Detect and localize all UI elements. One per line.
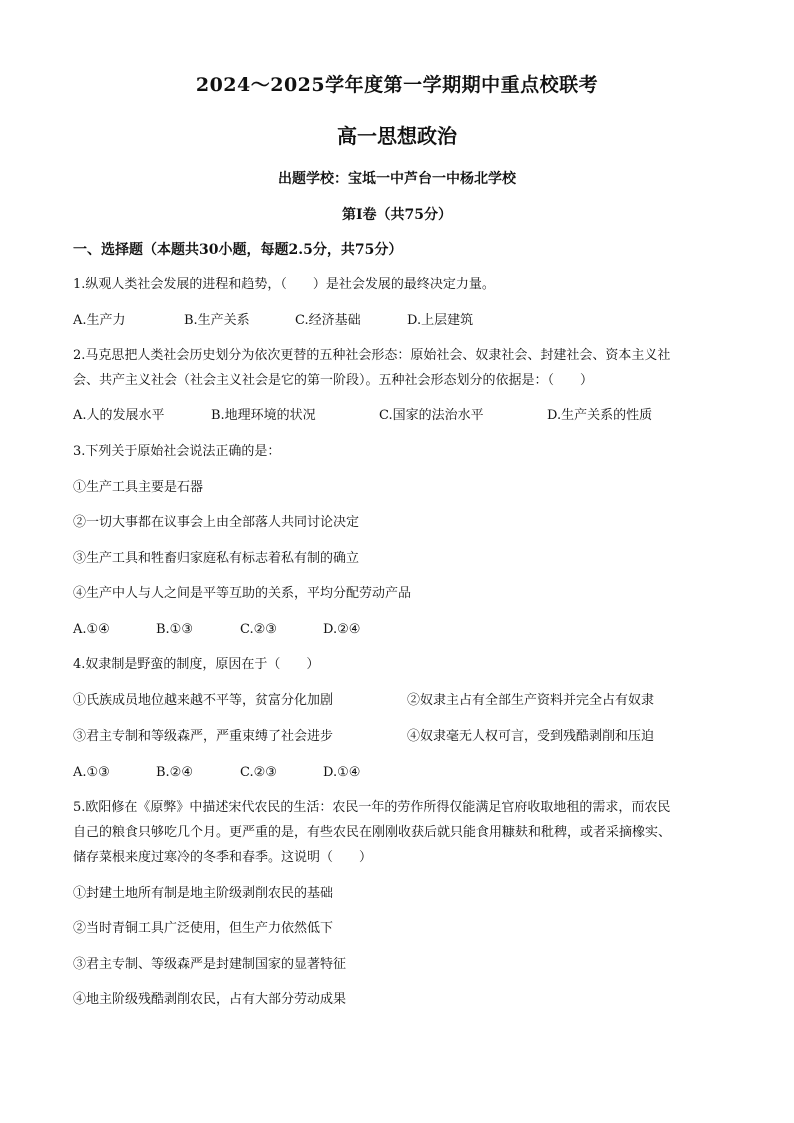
q4-statement-4: ④奴隶毫无人权可言，受到残酷剥削和压迫 (407, 729, 655, 744)
q3-statement-4: ④生产中人与人之间是平等互助的关系，平均分配劳动产品 (73, 586, 412, 601)
q4-option-b: B.②④ (156, 765, 193, 780)
q2-option-d: D.生产关系的性质 (547, 408, 653, 423)
q4-stem: 4.奴隶制是野蛮的制度，原因在于（ ） (73, 657, 320, 672)
q3-statement-3: ③生产工具和牲畜归家庭私有标志着私有制的确立 (73, 551, 360, 566)
q5-statement-1: ①封建土地所有制是地主阶级剥削农民的基础 (73, 886, 334, 901)
volume-heading: 第Ⅰ卷（共75分） (341, 207, 453, 223)
q1-option-b: B.生产关系 (184, 313, 250, 328)
q2-stem-line2: 会、共产主义社会（社会主义社会是它的第一阶段）。五种社会形态划分的依据是：（ ） (73, 373, 594, 388)
q5-stem-line1: 5.欧阳修在《原弊》中描述宋代农民的生活：农民一年的劳作所得仅能满足官府收取地租的需求，而农民 (73, 800, 671, 815)
q3-option-d: D.②④ (323, 622, 361, 637)
school-line: 出题学校：宝坻一中芦台一中杨北学校 (278, 171, 516, 187)
subject-title: 高一思想政治 (337, 124, 457, 148)
q1-stem: 1.纵观人类社会发展的进程和趋势，（ ）是社会发展的最终决定力量。 (73, 277, 495, 292)
q5-stem-line2: 自己的粮食只够吃几个月。更严重的是，有些农民在刚刚收获后就只能食用糠麸和秕稗，或者采摘橡实、 (73, 825, 672, 840)
q4-statement-3: ③君主专制和等级森严，严重束缚了社会进步 (73, 729, 334, 744)
q4-option-d: D.①④ (323, 765, 361, 780)
q2-option-c: C.国家的法治水平 (379, 408, 484, 423)
q2-option-b: B.地理环境的状况 (211, 408, 316, 423)
q1-option-c: C.经济基础 (295, 313, 361, 328)
q1-option-a: A.生产力 (73, 313, 126, 328)
exam-title: 2024～2025学年度第一学期期中重点校联考 (195, 74, 599, 96)
q5-statement-4: ④地主阶级残酷剥削农民，占有大部分劳动成果 (73, 992, 347, 1007)
q3-stem: 3.下列关于原始社会说法正确的是： (73, 444, 281, 459)
q4-option-c: C.②③ (240, 765, 277, 780)
section-heading: 一、选择题（本题共30小题，每题2.5分，共75分） (73, 242, 403, 258)
q2-stem-line1: 2.马克思把人类社会历史划分为依次更替的五种社会形态：原始社会、奴隶社会、封建社会、资本主义社 (73, 348, 671, 363)
q3-statement-2: ②一切大事都在议事会上由全部落人共同讨论决定 (73, 515, 360, 530)
q5-stem-line3: 储存菜根来度过寒冷的冬季和春季。这说明（ ） (73, 850, 373, 865)
q4-statement-1: ①氏族成员地位越来越不平等，贫富分化加剧 (73, 693, 334, 708)
q4-statement-2: ②奴隶主占有全部生产资料并完全占有奴隶 (407, 693, 655, 708)
q5-statement-2: ②当时青铜工具广泛使用，但生产力依然低下 (73, 921, 334, 936)
q5-statement-3: ③君主专制、等级森严是封建制国家的显著特征 (73, 957, 347, 972)
q3-statement-1: ①生产工具主要是石器 (73, 480, 204, 495)
q4-option-a: A.①③ (73, 765, 110, 780)
q1-option-d: D.上层建筑 (407, 313, 474, 328)
q3-option-a: A.①④ (73, 622, 110, 637)
q3-option-b: B.①③ (156, 622, 193, 637)
q3-option-c: C.②③ (240, 622, 277, 637)
q2-option-a: A.人的发展水平 (73, 408, 165, 423)
